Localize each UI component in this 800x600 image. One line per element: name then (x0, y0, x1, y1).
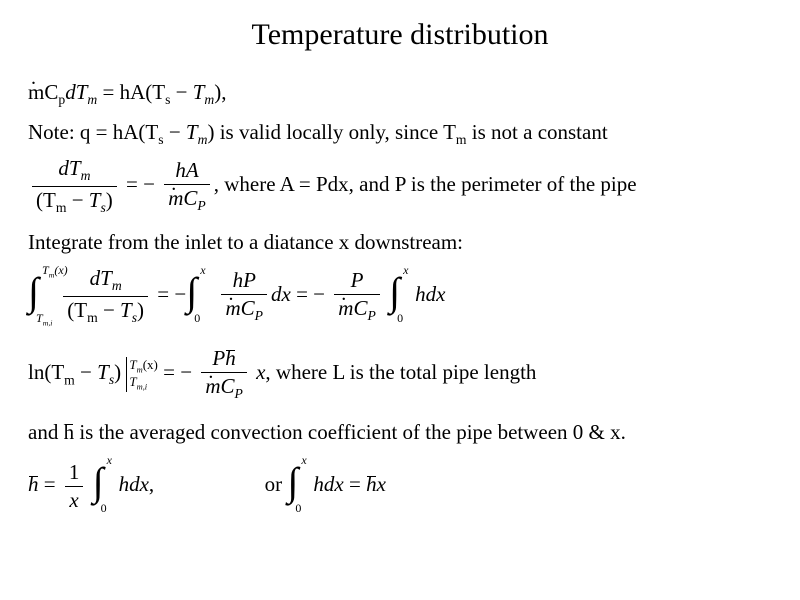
note-text: Note: $q = hA(T_s - T_m)$ is valid locally only, since $T_m$ is not a constant (28, 120, 608, 148)
and-h-text: is the averaged convection coefficient of the pipe between 0 & x. (79, 420, 626, 444)
log-equation: $\ln(T_m - T_s)$ $T_m(x)$ $T_{m,i}$ = − Ph . $mC_P$ x, where L is the total pipe length (28, 348, 536, 401)
slide-title: Temperature distribution (251, 18, 549, 51)
differential-equation: $\frac{dT_m}{(T_m - T_s)}$ = − hA . $mC_P$ , where A = Pdx, and P is the perimeter of the pipe (28, 158, 637, 215)
averaged-coefficient-text: and h is the averaged convection coefficient of the pipe between 0 & x. (28, 420, 626, 444)
where-a-text: , where A = Pdx, and P is the perimeter of the pipe (213, 172, 637, 197)
and-word: and (28, 420, 59, 444)
integrate-text: Integrate from the inlet to a diatance x downstream: (28, 230, 464, 254)
integral-equation: ∫ $T_m(x)$ $T_{m,i}$ $\frac{dT_m}{(T_m - T_s)}$ = − ∫ x 0 hP . $mC_P$ dx = − P . $mC_P$ ∫ x 0 hdx (28, 268, 445, 325)
where-l-text: , where L is the total pipe length (265, 360, 537, 385)
or-word: or (264, 471, 283, 496)
average-h-equation: h = $\frac{1}{x}$ ∫ x 0 hdx, or ∫ x 0 hdx = hx (28, 453, 386, 515)
energy-balance-equation: . $mC_pdT_m = hA(T_s - T_m)$, (28, 82, 227, 107)
